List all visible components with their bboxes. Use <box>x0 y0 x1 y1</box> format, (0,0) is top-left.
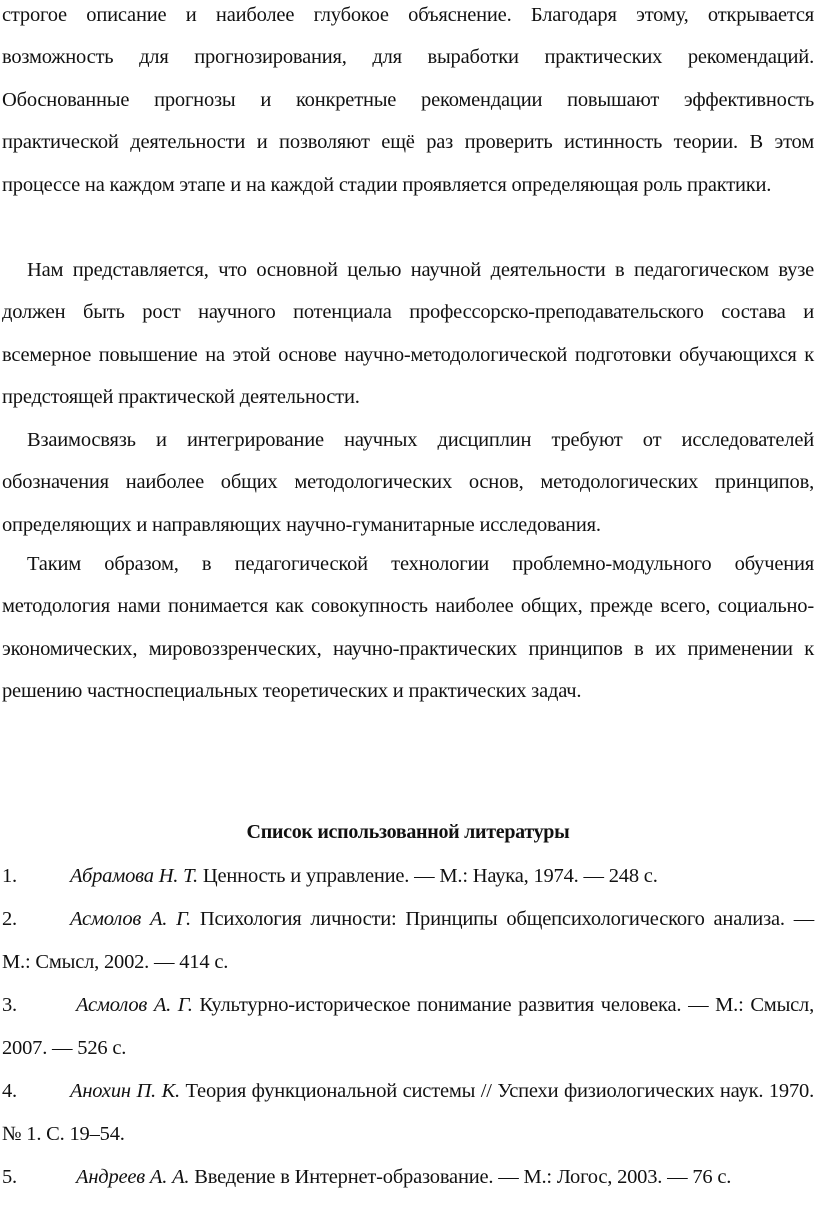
reference-item <box>2 855 814 898</box>
reference-text: Ценность и управление. — М.: Наука, 1974. — 248 с. <box>197 865 658 887</box>
reference-author: Анохин П. К. <box>70 1080 180 1102</box>
reference-text: Введение в Интернет-образование. — М.: Логос, 2003. — 76 с. <box>189 1166 732 1188</box>
reference-number: 3. <box>2 994 17 1016</box>
body-paragraph: Таким образом, в педагогической технологии проблемно-модульного обучения методология нами понимается как совокупность наиболее общих, прежде всего, социально-экономических, мировоззренческих, научно-практических принципов в их применении к решению частноспециальных теоретических и практических задач. <box>2 553 814 703</box>
reference-item <box>2 898 814 984</box>
body-paragraph: Нам представляется, что основной целью научной деятельности в педагогическом вузе должен быть рост научного потенциала профессорско-преподавательского состава и всемерное повышение на этой основе научно-методологической подготовки обучающихся к предстоящей практической деятельности. <box>2 259 814 409</box>
reference-author: Асмолов А. Г. <box>70 908 191 930</box>
body-paragraph: строгое описание и наиболее глубокое объяснение. Благодаря этому, открывается возможность для прогнозирования, для выработки практических рекомендаций. Обоснованные прогнозы и конкретные рекомендации повышают эффективность практической деятельности и позволяют ещё раз проверить истинность теории. В этом процессе на каждом этапе и на каждой стадии проявляется определяющая роль практики. <box>2 4 814 196</box>
reference-author: Абрамова Н. Т. <box>70 865 198 887</box>
reference-number: 4. <box>2 1080 17 1102</box>
reference-number: 5. <box>2 1166 17 1188</box>
reference-author: Асмолов А. Г. <box>76 994 193 1016</box>
reference-author: Андреев А. А. <box>76 1166 190 1188</box>
reference-number: 2. <box>2 908 17 930</box>
reference-number: 1. <box>2 865 17 887</box>
reference-item <box>2 1070 814 1156</box>
references-heading: Список использованной литературы <box>246 821 570 843</box>
reference-text: Психология личности: Принципы общепсихологического анализа. — М.: Смысл, 2002. — 414 с. <box>2 908 814 973</box>
reference-text: Теория функциональной системы // Успехи физиологических наук. 1970. № 1. С. 19–54. <box>2 1080 814 1145</box>
reference-item <box>2 1156 814 1199</box>
reference-text: Культурно-историческое понимание развития человека. — М.: Смысл, 2007. — 526 с. <box>2 994 814 1059</box>
reference-item <box>2 984 814 1070</box>
body-paragraph: Взаимосвязь и интегрирование научных дисциплин требуют от исследователей обозначения наиболее общих методологических основ, методологических принципов, определяющих и направляющих научно-гуманитарные исследования. <box>2 429 814 536</box>
